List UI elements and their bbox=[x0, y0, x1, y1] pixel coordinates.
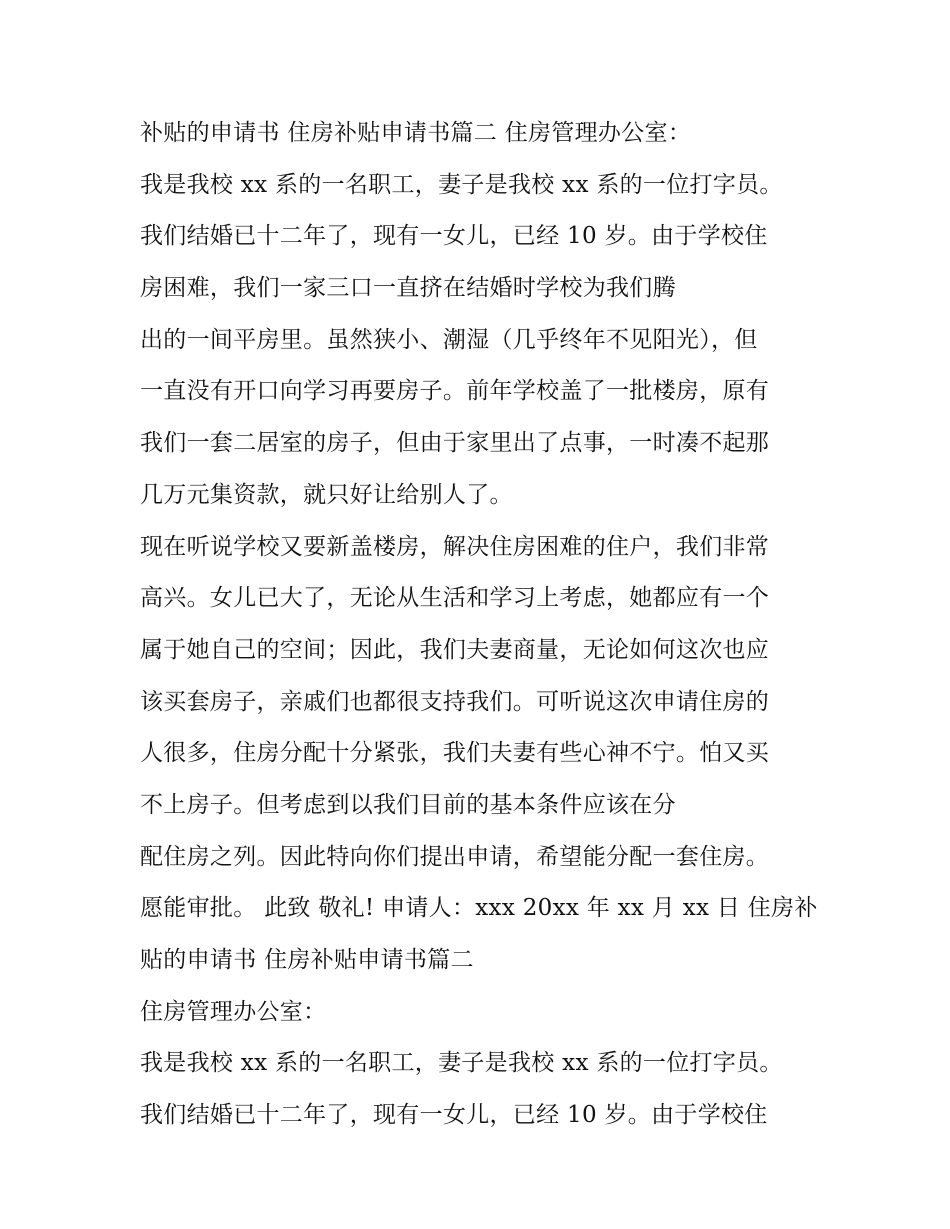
text-line: 我们结婚已十二年了，现有一女儿，已经 10 岁。由于学校住 bbox=[140, 1102, 768, 1129]
text-line: 一直没有开口向学习再要房子。前年学校盖了一批楼房，原有 bbox=[140, 378, 770, 405]
text-line: 补贴的申请书 住房补贴申请书篇二 住房管理办公室： bbox=[140, 120, 692, 146]
text-line: 配住房之列。因此特向你们提出申请，希望能分配一套住房。 bbox=[140, 843, 770, 870]
text-line: 我是我校 xx 系的一名职工，妻子是我校 xx 系的一位打字员。 bbox=[140, 171, 783, 198]
text-line: 住房管理办公室： bbox=[140, 998, 327, 1025]
text-line: 不上房子。但考虑到以我们目前的基本条件应该在分 bbox=[140, 791, 676, 818]
text-line: 现在听说学校又要新盖楼房，解决住房困难的住户，我们非常 bbox=[140, 533, 770, 560]
text-line: 愿能审批。 此致 敬礼! 申请人：xxx 20xx 年 xx 月 xx 日 住房补 bbox=[140, 895, 818, 922]
text-line: 我们一套二居室的房子，但由于家里出了点事，一时凑不起那 bbox=[140, 430, 770, 457]
text-line: 我们结婚已十二年了，现有一女儿，已经 10 岁。由于学校住 bbox=[140, 223, 768, 250]
text-line: 几万元集资款，就只好让给别人了。 bbox=[140, 481, 513, 508]
document-body bbox=[140, 108, 830, 1142]
text-line: 贴的申请书 住房补贴申请书篇二 bbox=[140, 947, 474, 973]
text-line: 我是我校 xx 系的一名职工，妻子是我校 xx 系的一位打字员。 bbox=[140, 1050, 783, 1077]
text-line: 房困难，我们一家三口一直挤在结婚时学校为我们腾 bbox=[140, 275, 676, 302]
text-line: 高兴。女儿已大了，无论从生活和学习上考虑，她都应有一个 bbox=[140, 585, 770, 612]
text-line: 人很多，住房分配十分紧张，我们夫妻有些心神不宁。怕又买 bbox=[140, 740, 770, 767]
text-line: 属于她自己的空间；因此，我们夫妻商量，无论如何这次也应 bbox=[140, 636, 770, 663]
text-line: 该买套房子，亲戚们也都很支持我们。可听说这次申请住房的 bbox=[140, 688, 770, 715]
text-line: 出的一间平房里。虽然狭小、潮湿（几乎终年不见阳光），但 bbox=[140, 326, 758, 353]
